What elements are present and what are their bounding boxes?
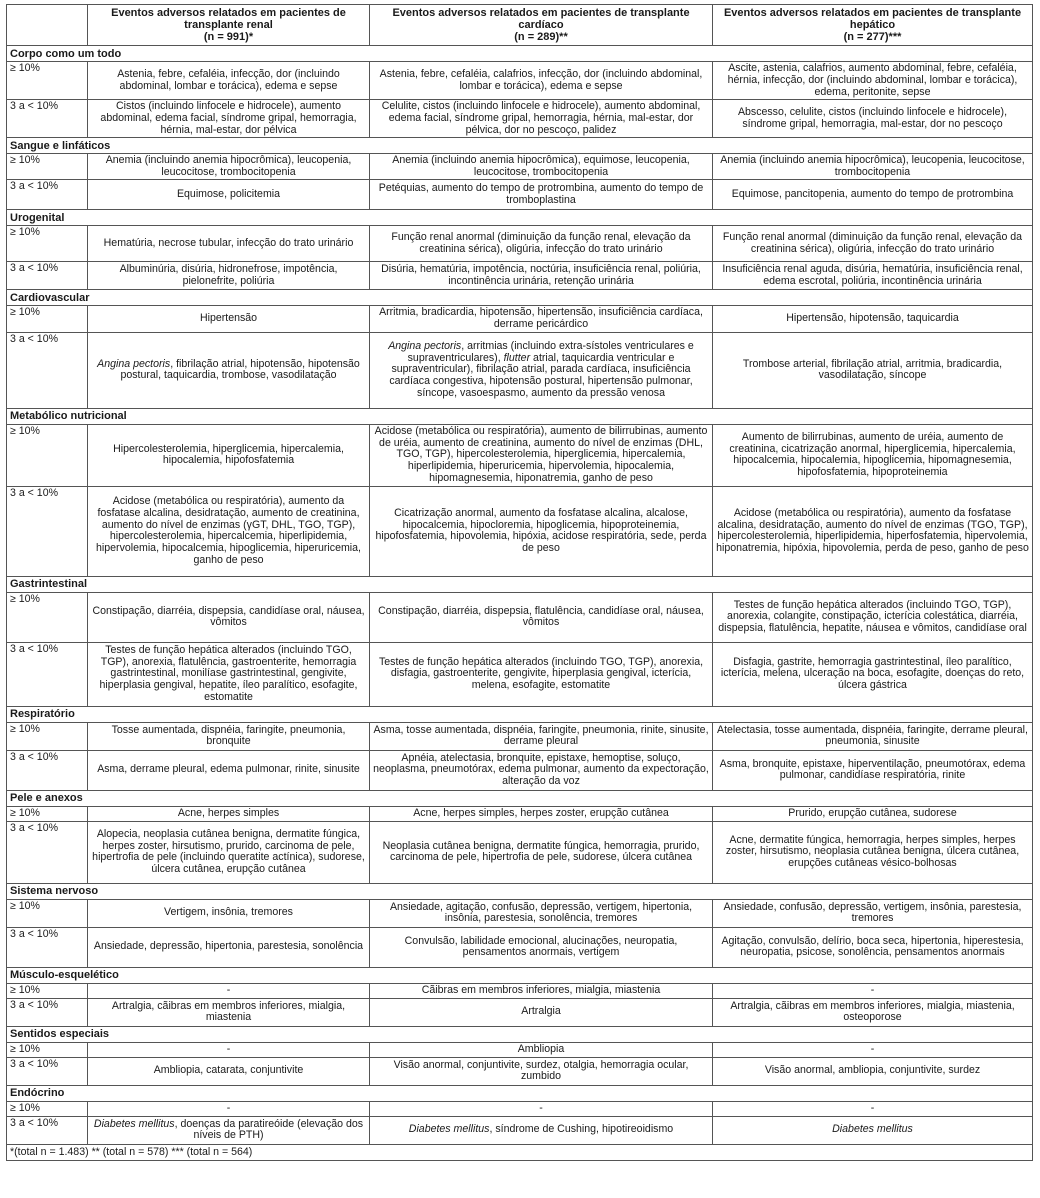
renal-events-cell: Ambliopia, catarata, conjuntivite: [88, 1057, 370, 1085]
renal-events-cell: Anemia (incluindo anemia hipocrômica), leucopenia, leucocitose, trombocitopenia: [88, 154, 370, 180]
section-title: Sistema nervoso: [7, 883, 1033, 899]
cardiac-events-cell: Cicatrização anormal, aumento da fosfatase alcalina, alcalose, hipocalcemia, hipocloremia, hipoglicemia, hipoproteinemia, hipofosfatemia, hipovolemia, hipóxia, acidose respiratória, sede, perda de peso: [370, 486, 713, 576]
table-row: [7, 100, 1033, 138]
table-row: [7, 62, 1033, 100]
table-row: [7, 486, 1033, 576]
frequency-label: ≥ 10%: [7, 983, 88, 998]
table-row: [7, 592, 1033, 642]
frequency-label: 3 a < 10%: [7, 1116, 88, 1144]
cardiac-events-cell: Acidose (metabólica ou respiratória), aumento de bilirrubinas, aumento de uréia, aumento de creatinina, aumento do nível de enzimas (DHL, TGO, TGP), hipercolesterolemia, hiperglicemia, hipercalemia, hiperlipidemia, hiperuricemia, hipervolemia, hipocalemia, hipomagnesemia, hiponatremia, ganho de peso: [370, 424, 713, 486]
cardiac-events-cell: Diabetes mellitus, síndrome de Cushing, hipotireoidismo: [370, 1116, 713, 1144]
section-header-row: [7, 408, 1033, 424]
hepatic-events-cell: Artralgia, cãibras em membros inferiores, mialgia, miastenia, osteoporose: [713, 998, 1033, 1026]
section-header-row: [7, 706, 1033, 722]
footnote: *(total n = 1.483) ** (total n = 578) *** (total n = 564): [7, 1144, 1033, 1161]
hepatic-events-cell: Trombose arterial, fibrilação atrial, arritmia, bradicardia, vasodilatação, síncope: [713, 332, 1033, 408]
renal-events-cell: Diabetes mellitus, doenças da paratireóide (elevação dos níveis de PTH): [88, 1116, 370, 1144]
frequency-label: ≥ 10%: [7, 424, 88, 486]
section-title: Músculo-esquelético: [7, 967, 1033, 983]
footnote-row: [7, 1144, 1033, 1161]
renal-events-cell: Alopecia, neoplasia cutânea benigna, dermatite fúngica, herpes zoster, hirsutismo, prurido, carcinoma de pele, hipertrofia de pele (incluindo queratite actínica), sudorese, úlcera cutânea, erupção cutânea: [88, 821, 370, 883]
hepatic-events-cell: Diabetes mellitus: [713, 1116, 1033, 1144]
section-title: Gastrintestinal: [7, 576, 1033, 592]
cardiac-events-cell: Anemia (incluindo anemia hipocrômica), equimose, leucopenia, leucocitose, trombocitopenia: [370, 154, 713, 180]
hepatic-events-cell: -: [713, 1101, 1033, 1116]
hepatic-events-cell: Visão anormal, ambliopia, conjuntivite, surdez: [713, 1057, 1033, 1085]
table-row: [7, 983, 1033, 998]
table-row: [7, 1116, 1033, 1144]
table-body: [7, 46, 1033, 1144]
renal-events-cell: -: [88, 983, 370, 998]
section-title: Urogenital: [7, 210, 1033, 226]
header-hepatic-n: (n = 277)***: [843, 31, 902, 44]
frequency-label: ≥ 10%: [7, 154, 88, 180]
renal-events-cell: Hipercolesterolemia, hiperglicemia, hipercalemia, hipocalemia, hipofosfatemia: [88, 424, 370, 486]
table-header-row: [7, 5, 1033, 46]
header-renal: [88, 5, 370, 46]
frequency-label: 3 a < 10%: [7, 100, 88, 138]
frequency-label: 3 a < 10%: [7, 642, 88, 706]
frequency-label: ≥ 10%: [7, 306, 88, 332]
section-title: Respiratório: [7, 706, 1033, 722]
hepatic-events-cell: Função renal anormal (diminuição da função renal, elevação da creatinina sérica), oligúria, infecção do trato urinário: [713, 226, 1033, 262]
header-hepatic-title: Eventos adversos relatados em pacientes de transplante hepático: [723, 7, 1022, 32]
frequency-label: 3 a < 10%: [7, 486, 88, 576]
table-row: [7, 642, 1033, 706]
cardiac-events-cell: Cãibras em membros inferiores, mialgia, miastenia: [370, 983, 713, 998]
table-row: [7, 332, 1033, 408]
frequency-label: 3 a < 10%: [7, 1057, 88, 1085]
section-title: Endócrino: [7, 1085, 1033, 1101]
header-cardiac: [370, 5, 713, 46]
table-row: [7, 1057, 1033, 1085]
section-header-row: [7, 290, 1033, 306]
renal-events-cell: -: [88, 1101, 370, 1116]
table-row: [7, 927, 1033, 967]
table-row: [7, 424, 1033, 486]
cardiac-events-cell: Visão anormal, conjuntivite, surdez, otalgia, hemorragia ocular, zumbido: [370, 1057, 713, 1085]
section-header-row: [7, 1085, 1033, 1101]
cardiac-events-cell: Ansiedade, agitação, confusão, depressão, vertigem, hipertonia, insônia, parestesia, sonolência, tremores: [370, 899, 713, 927]
table-row: [7, 821, 1033, 883]
table-row: [7, 1101, 1033, 1116]
table-row: [7, 1042, 1033, 1057]
frequency-label: 3 a < 10%: [7, 821, 88, 883]
hepatic-events-cell: Asma, bronquite, epistaxe, hiperventilação, pneumotórax, edema pulmonar, candidíase respiratória, rinite: [713, 750, 1033, 790]
table-row: [7, 899, 1033, 927]
hepatic-events-cell: Insuficiência renal aguda, disúria, hematúria, insuficiência renal, edema escrotal, poliúria, incontinência urinária: [713, 262, 1033, 290]
renal-events-cell: Artralgia, cãibras em membros inferiores, mialgia, miastenia: [88, 998, 370, 1026]
renal-events-cell: Acne, herpes simples: [88, 806, 370, 821]
renal-events-cell: Acidose (metabólica ou respiratória), aumento da fosfatase alcalina, desidratação, aumento de creatinina, aumento do nível de enzimas (γGT, DHL, TGO, TGP), hipercolesterolemia, hipercalcemia, hiperlipidemia, hipervolemia, hipocalcemia, hipoglicemia, hiperuricemia, ganho de peso: [88, 486, 370, 576]
table-row: [7, 998, 1033, 1026]
renal-events-cell: Cistos (incluindo linfocele e hidrocele), aumento abdominal, edema facial, síndrome gripal, hemorragia, hérnia, mal-estar, dor pélvica: [88, 100, 370, 138]
section-header-row: [7, 138, 1033, 154]
cardiac-events-cell: Astenia, febre, cefaléia, calafrios, infecção, dor (incluindo abdominal, lombar e torácica), edema e sepse: [370, 62, 713, 100]
hepatic-events-cell: Anemia (incluindo anemia hipocrômica), leucopenia, leucocitose, trombocitopenia: [713, 154, 1033, 180]
section-title: Pele e anexos: [7, 790, 1033, 806]
renal-events-cell: Albuminúria, disúria, hidronefrose, impotência, pielonefrite, poliúria: [88, 262, 370, 290]
table-row: [7, 750, 1033, 790]
frequency-label: 3 a < 10%: [7, 927, 88, 967]
cardiac-events-cell: Ambliopia: [370, 1042, 713, 1057]
renal-events-cell: Asma, derrame pleural, edema pulmonar, rinite, sinusite: [88, 750, 370, 790]
cardiac-events-cell: Artralgia: [370, 998, 713, 1026]
frequency-label: 3 a < 10%: [7, 998, 88, 1026]
cardiac-events-cell: Testes de função hepática alterados (incluindo TGO, TGP), anorexia, disfagia, gastroenterite, gengivite, hiperplasia gengival, icterícia, melena, esofagite, estomatite: [370, 642, 713, 706]
section-header-row: [7, 790, 1033, 806]
table-row: [7, 262, 1033, 290]
cardiac-events-cell: -: [370, 1101, 713, 1116]
header-renal-title: Eventos adversos relatados em pacientes de transplante renal: [111, 7, 346, 32]
cardiac-events-cell: Celulite, cistos (incluindo linfocele e hidrocele), aumento abdominal, edema facial, síndrome gripal, hemorragia, hérnia, mal-estar, dor pélvica, dor no pescoço, palidez: [370, 100, 713, 138]
section-title: Corpo como um todo: [7, 46, 1033, 62]
frequency-label: ≥ 10%: [7, 1101, 88, 1116]
section-title: Sangue e linfáticos: [7, 138, 1033, 154]
renal-events-cell: Ansiedade, depressão, hipertonia, parestesia, sonolência: [88, 927, 370, 967]
renal-events-cell: Astenia, febre, cefaléia, infecção, dor (incluindo abdominal, lombar e torácica), edema e sepse: [88, 62, 370, 100]
section-header-row: [7, 883, 1033, 899]
hepatic-events-cell: -: [713, 1042, 1033, 1057]
cardiac-events-cell: Acne, herpes simples, herpes zoster, erupção cutânea: [370, 806, 713, 821]
cardiac-events-cell: Asma, tosse aumentada, dispnéia, faringite, pneumonia, rinite, sinusite, derrame pleural: [370, 722, 713, 750]
renal-events-cell: Testes de função hepática alterados (incluindo TGO, TGP), anorexia, flatulência, gastroenterite, hemorragia gastrintestinal, monilíase gastrintestinal, gengivite, hiperplasia gengival, hepatite, íleo paralítico, esofagite, estomatite: [88, 642, 370, 706]
hepatic-events-cell: Equimose, pancitopenia, aumento do tempo de protrombina: [713, 180, 1033, 210]
hepatic-events-cell: Agitação, convulsão, delírio, boca seca, hipertonia, hiperestesia, neuropatia, psicose, sonolência, pensamentos anormais: [713, 927, 1033, 967]
table-row: [7, 180, 1033, 210]
section-title: Metabólico nutricional: [7, 408, 1033, 424]
section-title: Sentidos especiais: [7, 1026, 1033, 1042]
table-row: [7, 306, 1033, 332]
header-cardiac-title: Eventos adversos relatados em pacientes de transplante cardíaco: [392, 7, 690, 32]
cardiac-events-cell: Arritmia, bradicardia, hipotensão, hipertensão, insuficiência cardíaca, derrame pericárdico: [370, 306, 713, 332]
cardiac-events-cell: Convulsão, labilidade emocional, alucinações, neuropatia, pensamentos anormais, vertigem: [370, 927, 713, 967]
section-header-row: [7, 46, 1033, 62]
frequency-label: ≥ 10%: [7, 592, 88, 642]
cardiac-events-cell: Neoplasia cutânea benigna, dermatite fúngica, hemorragia, prurido, carcinoma de pele, hipertrofia de pele, sudorese, úlcera cutânea: [370, 821, 713, 883]
hepatic-events-cell: Abscesso, celulite, cistos (incluindo linfocele e hidrocele), síndrome gripal, hemorragia, mal-estar, dor no pescoço: [713, 100, 1033, 138]
header-cardiac-n: (n = 289)**: [514, 31, 568, 44]
frequency-label: ≥ 10%: [7, 722, 88, 750]
hepatic-events-cell: Disfagia, gastrite, hemorragia gastrintestinal, íleo paralítico, icterícia, melena, ulceração na boca, esofagite, doenças do reto, úlcera gástrica: [713, 642, 1033, 706]
section-title: Cardiovascular: [7, 290, 1033, 306]
header-renal-n: (n = 991)*: [203, 31, 254, 44]
frequency-label: ≥ 10%: [7, 806, 88, 821]
cardiac-events-cell: Função renal anormal (diminuição da função renal, elevação da creatinina sérica), oligúria, infecção do trato urinário: [370, 226, 713, 262]
frequency-label: ≥ 10%: [7, 226, 88, 262]
cardiac-events-cell: Petéquias, aumento do tempo de protrombina, aumento do tempo de tromboplastina: [370, 180, 713, 210]
renal-events-cell: Equimose, policitemia: [88, 180, 370, 210]
renal-events-cell: -: [88, 1042, 370, 1057]
renal-events-cell: Constipação, diarréia, dispepsia, candidíase oral, náusea, vômitos: [88, 592, 370, 642]
hepatic-events-cell: Prurido, erupção cutânea, sudorese: [713, 806, 1033, 821]
hepatic-events-cell: Acne, dermatite fúngica, hemorragia, herpes simples, herpes zoster, hirsutismo, neoplasia cutânea benigna, úlcera cutânea, erupções cutâneas vésico-bolhosas: [713, 821, 1033, 883]
cardiac-events-cell: Constipação, diarréia, dispepsia, flatulência, candidíase oral, náusea, vômitos: [370, 592, 713, 642]
renal-events-cell: Vertigem, insônia, tremores: [88, 899, 370, 927]
section-header-row: [7, 967, 1033, 983]
frequency-label: ≥ 10%: [7, 62, 88, 100]
hepatic-events-cell: -: [713, 983, 1033, 998]
frequency-label: 3 a < 10%: [7, 332, 88, 408]
hepatic-events-cell: Testes de função hepática alterados (incluindo TGO, TGP), anorexia, colangite, constipação, icterícia colestática, diarréia, dispepsia, flatulência, hepatite, náusea e vômitos, candidíase oral: [713, 592, 1033, 642]
document: [6, 4, 1034, 1161]
cardiac-events-cell: Disúria, hematúria, impotência, noctúria, insuficiência renal, poliúria, incontinência urinária, retenção urinária: [370, 262, 713, 290]
header-hepatic: [713, 5, 1033, 46]
cardiac-events-cell: Angina pectoris, arritmias (incluindo extra-sístoles ventriculares e supraventriculares), flutter atrial, taquicardia ventricular e supraventricular), fibrilação atrial, parada cardíaca, insuficiência cardíaca congestiva, hipotensão postural, hipertensão pulmonar, síncope, vasoespasmo, aumento da pressão venosa: [370, 332, 713, 408]
adverse-events-table: [6, 4, 1033, 1161]
table-row: [7, 806, 1033, 821]
hepatic-events-cell: Ansiedade, confusão, depressão, vertigem, insônia, parestesia, tremores: [713, 899, 1033, 927]
frequency-label: 3 a < 10%: [7, 750, 88, 790]
frequency-label: ≥ 10%: [7, 899, 88, 927]
frequency-label: 3 a < 10%: [7, 262, 88, 290]
hepatic-events-cell: Aumento de bilirrubinas, aumento de uréia, aumento de creatinina, cicatrização anormal, hiperglicemia, hipercalemia, hipocalcemia, hipocalemia, hipoglicemia, hipomagnesemia, hipofosfatemia, hipoproteinemia: [713, 424, 1033, 486]
renal-events-cell: Hematúria, necrose tubular, infecção do trato urinário: [88, 226, 370, 262]
renal-events-cell: Hipertensão: [88, 306, 370, 332]
hepatic-events-cell: Acidose (metabólica ou respiratória), aumento da fosfatase alcalina, desidratação, aumento do nível de enzimas (TGO, TGP), hipercolesterolemia, hiperlipidemia, hiperfosfatemia, hipervolemia, hiponatremia, hipóxia, hipovolemia, perda de peso, ganho de peso: [713, 486, 1033, 576]
table-row: [7, 722, 1033, 750]
renal-events-cell: Tosse aumentada, dispnéia, faringite, pneumonia, bronquite: [88, 722, 370, 750]
table-row: [7, 154, 1033, 180]
cardiac-events-cell: Apnéia, atelectasia, bronquite, epistaxe, hemoptise, soluço, neoplasma, pneumotórax, edema pulmonar, aumento da expectoração, alteração da voz: [370, 750, 713, 790]
hepatic-events-cell: Ascite, astenia, calafrios, aumento abdominal, febre, cefaléia, hérnia, infecção, dor (incluindo abdominal, lombar e torácica), edema, peritonite, sepse: [713, 62, 1033, 100]
header-blank-cell: [7, 5, 88, 46]
hepatic-events-cell: Atelectasia, tosse aumentada, dispnéia, faringite, derrame pleural, pneumonia, sinusite: [713, 722, 1033, 750]
frequency-label: ≥ 10%: [7, 1042, 88, 1057]
section-header-row: [7, 1026, 1033, 1042]
section-header-row: [7, 576, 1033, 592]
section-header-row: [7, 210, 1033, 226]
renal-events-cell: Angina pectoris, fibrilação atrial, hipotensão, hipotensão postural, taquicardia, trombose, vasodilatação: [88, 332, 370, 408]
table-row: [7, 226, 1033, 262]
frequency-label: 3 a < 10%: [7, 180, 88, 210]
hepatic-events-cell: Hipertensão, hipotensão, taquicardia: [713, 306, 1033, 332]
